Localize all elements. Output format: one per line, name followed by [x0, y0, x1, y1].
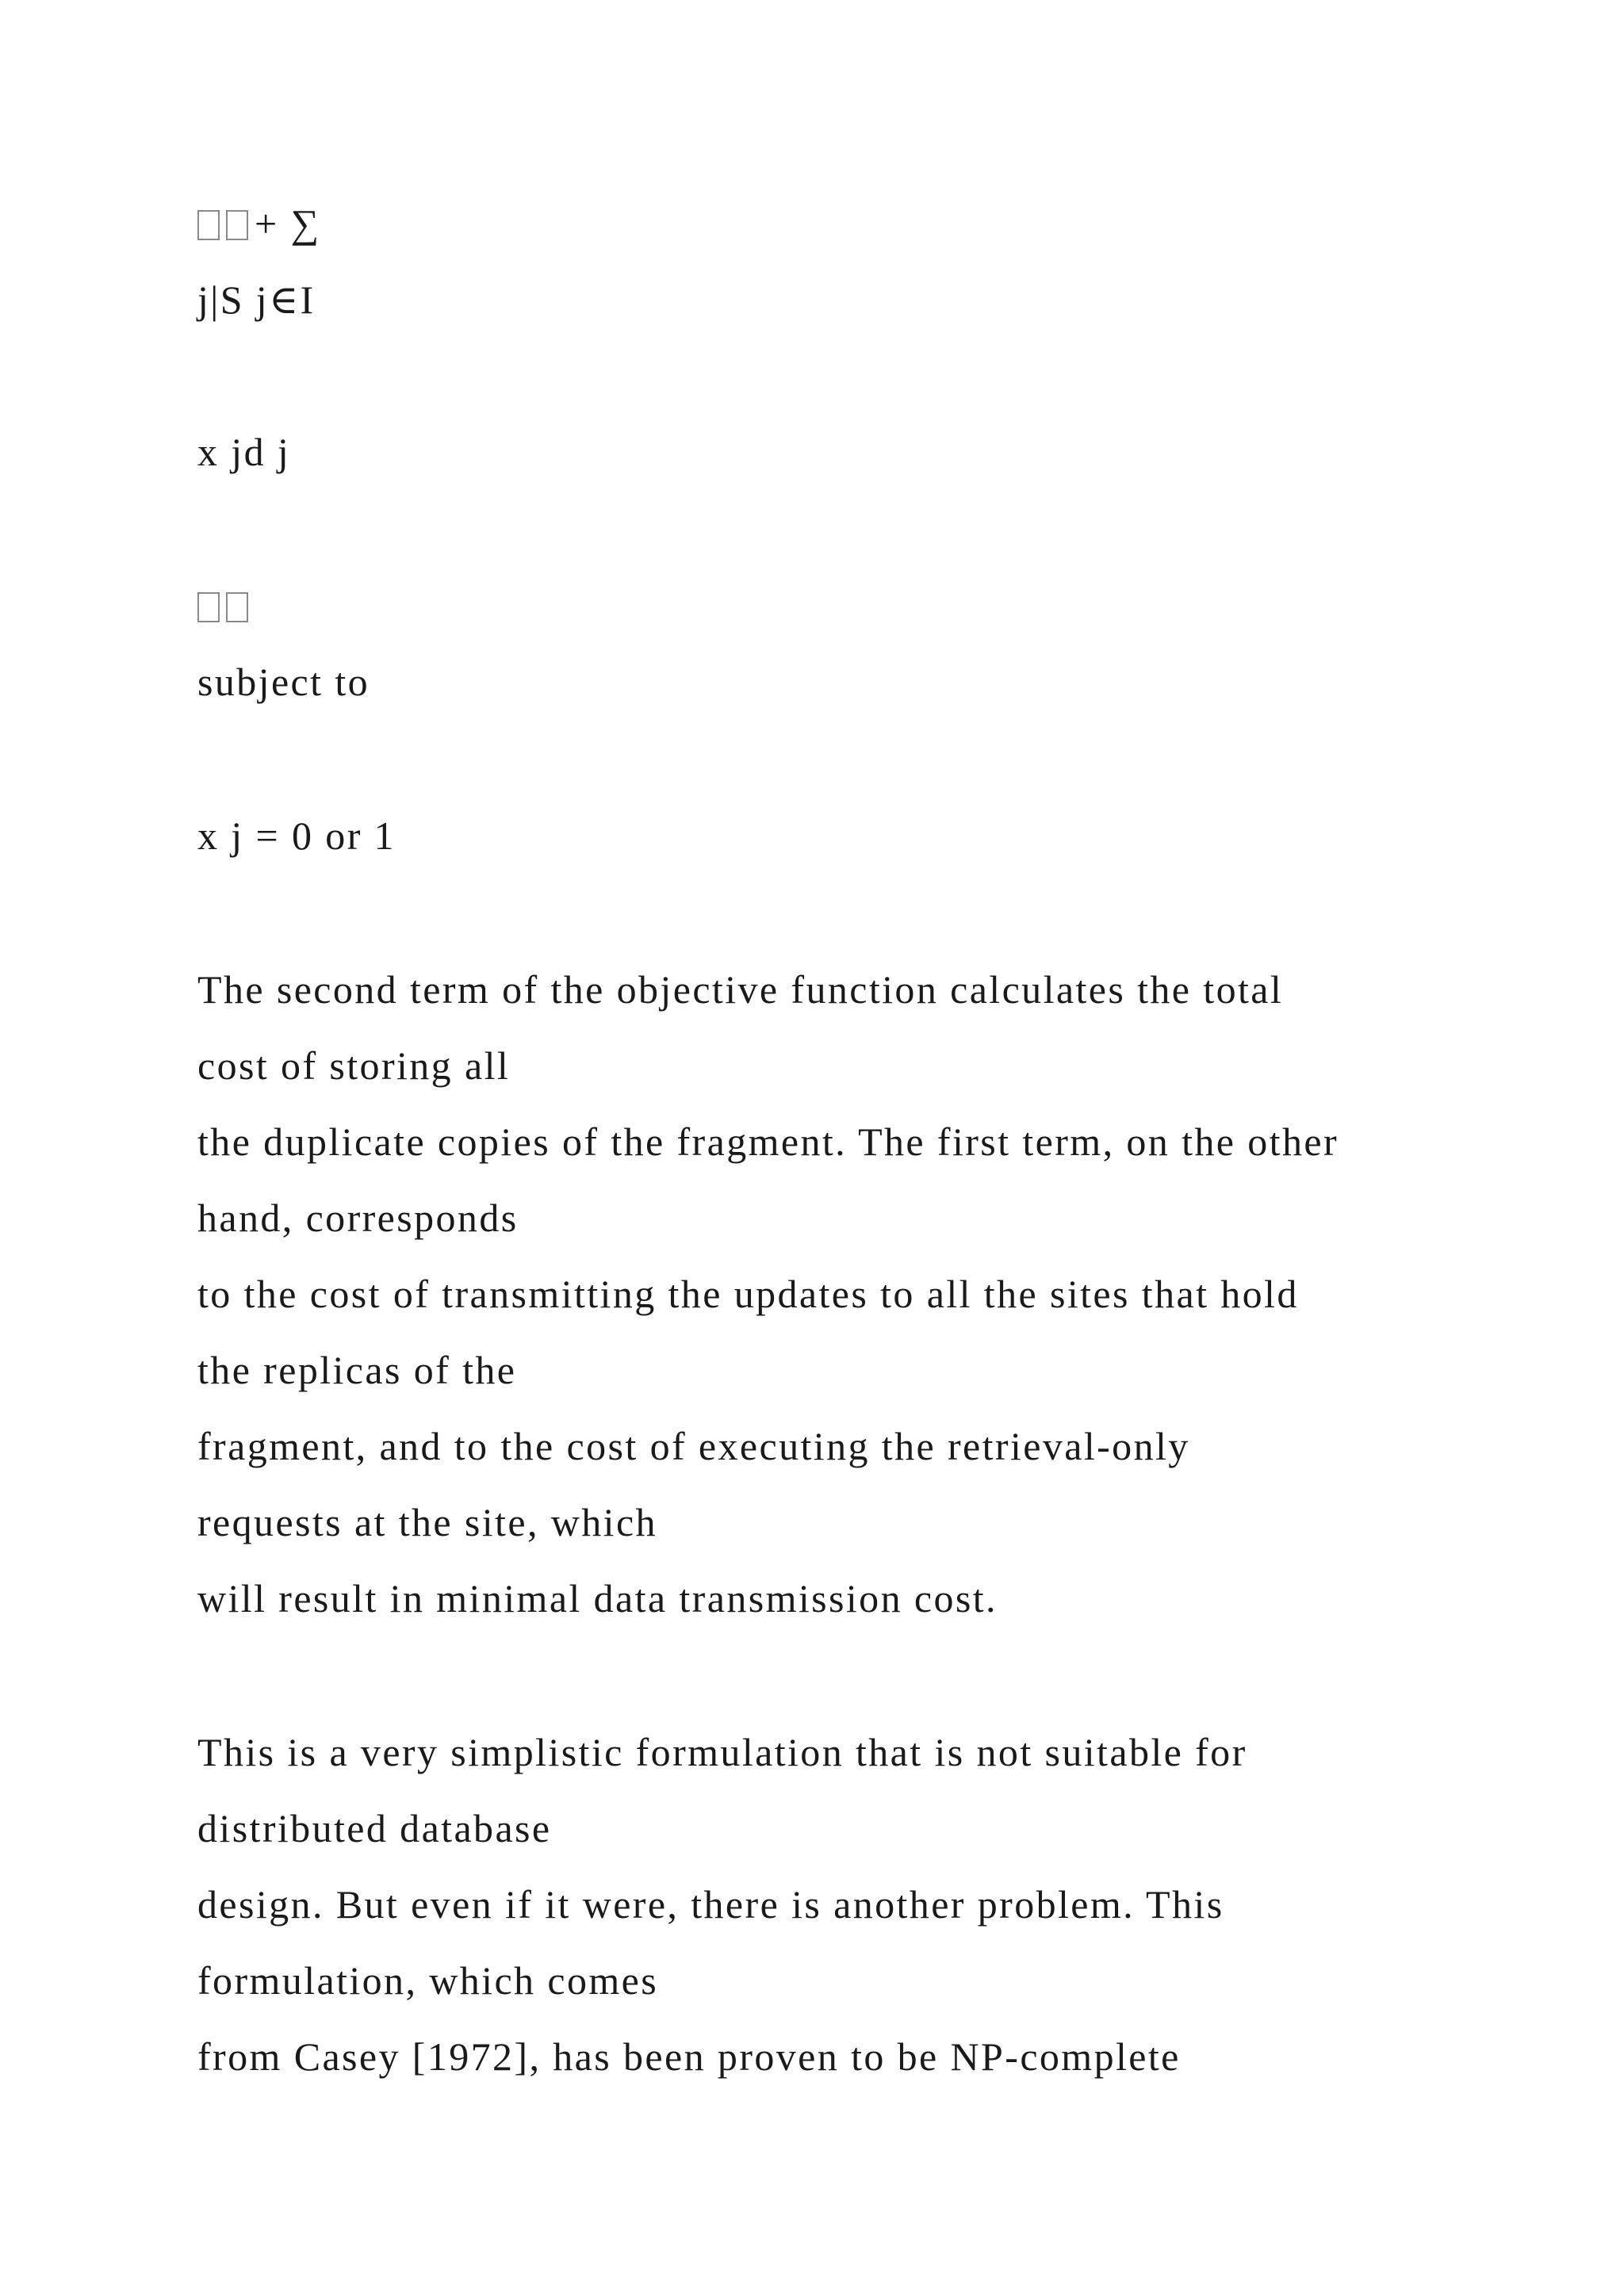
- subject-to-label: subject to: [197, 660, 370, 704]
- formula-symbols: + ∑: [255, 201, 321, 246]
- paragraph-1-line: cost of storing all: [197, 1043, 511, 1088]
- formula-line-4: [197, 582, 255, 629]
- formula-line-3: x jd j: [197, 430, 291, 474]
- paragraph-1-line: to the cost of transmitting the updates to all the sites that hold: [197, 1272, 1299, 1316]
- paragraph-1-line: the replicas of the: [197, 1348, 517, 1392]
- paragraph-1-line: will result in minimal data transmission cost.: [197, 1576, 998, 1621]
- paragraph-1-line: requests at the site, which: [197, 1500, 657, 1544]
- paragraph-1-line: The second term of the objective function calculates the total: [197, 967, 1284, 1012]
- formula-line-1: [197, 200, 321, 247]
- paragraph-1-line: the duplicate copies of the fragment. The first term, on the other: [197, 1119, 1339, 1164]
- missing-glyph-icon: [226, 210, 248, 240]
- paragraph-1-line: hand, corresponds: [197, 1196, 519, 1240]
- constraint-line: x j = 0 or 1: [197, 813, 396, 858]
- missing-glyph-icon: [197, 592, 220, 622]
- paragraph-2-line: distributed database: [197, 1806, 552, 1850]
- paragraph-2-line: formulation, which comes: [197, 1958, 659, 2003]
- paragraph-2-line: design. But even if it were, there is another problem. This: [197, 1882, 1224, 1927]
- paragraph-2-line: from Casey [1972], has been proven to be NP-complete: [197, 2034, 1181, 2079]
- formula-line-2: j|S j∈I: [197, 277, 316, 322]
- missing-glyph-icon: [226, 592, 248, 622]
- paragraph-1-line: fragment, and to the cost of executing the retrieval-only: [197, 1424, 1190, 1468]
- missing-glyph-icon: [197, 210, 220, 240]
- paragraph-2-line: This is a very simplistic formulation that is not suitable for: [197, 1730, 1247, 1774]
